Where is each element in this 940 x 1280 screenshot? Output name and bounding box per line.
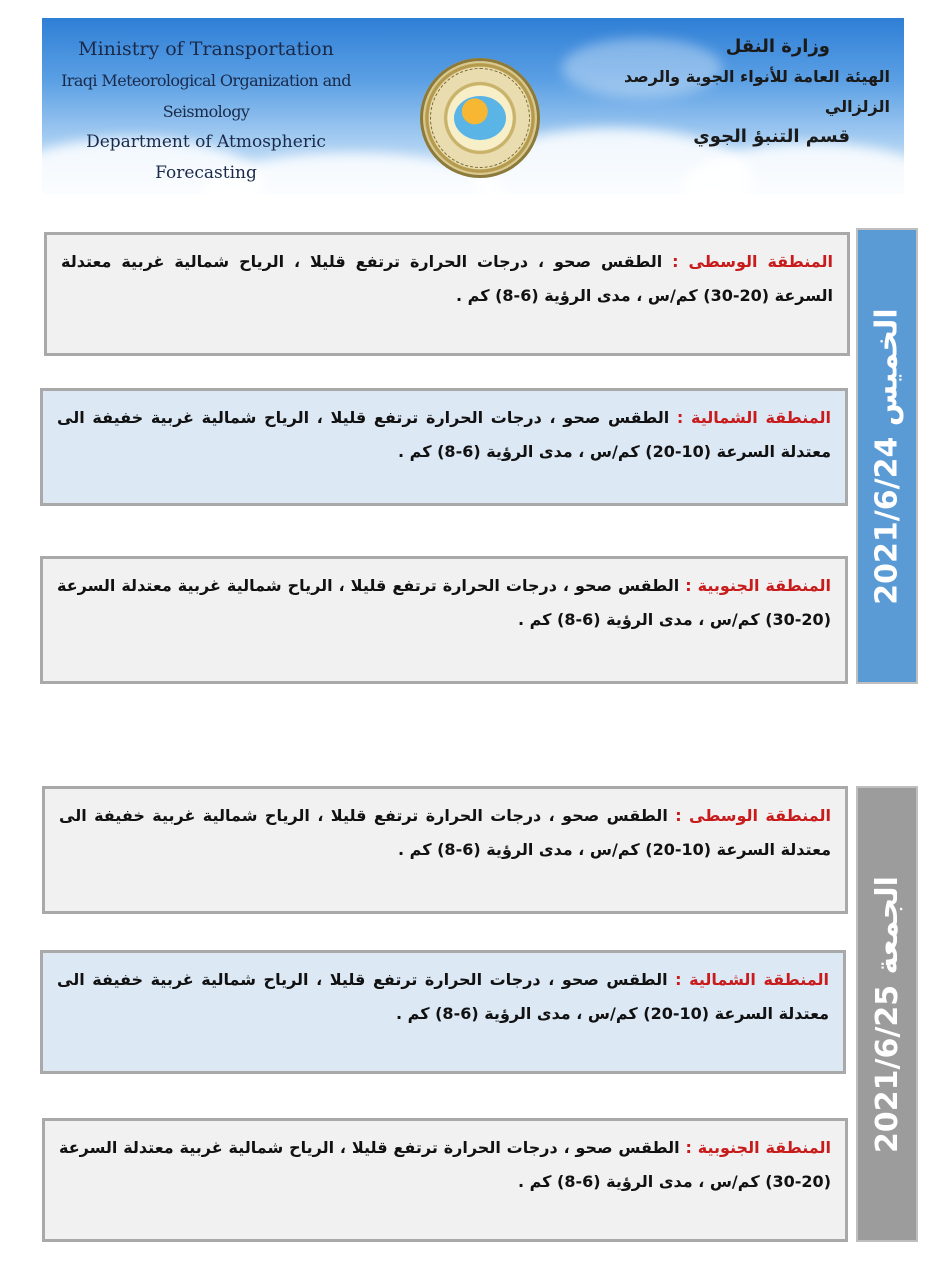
department-name-en: Department of Atmospheric Forecasting <box>86 132 326 183</box>
forecast-box-day1-north <box>40 388 848 506</box>
forecast-text: الطقس صحو ، درجات الحرارة ترتفع قليلا ، الرياح شمالية غربية خفيفة الى معتدلة السرعة (10-20) كم/س ، مدى الرؤية (6-8) كم . <box>57 408 831 461</box>
department-name-ar: قسم التنبؤ الجوي <box>693 126 850 147</box>
region-name: المنطقة الجنوبية : <box>679 576 831 595</box>
sun-cloud-icon <box>454 96 506 140</box>
organization-name-ar: الهيئة العامة للأنواء الجوية والرصد الزلزالي <box>624 67 890 116</box>
region-name: المنطقة الجنوبية : <box>679 1138 831 1157</box>
date-label: الخميس 2021/6/24 <box>869 307 905 605</box>
forecast-text: الطقس صحو ، درجات الحرارة ترتفع قليلا ، الرياح شمالية غربية معتدلة السرعة (20-30) كم/س ، مدى الرؤية (6-8) كم . <box>57 576 831 629</box>
header-banner <box>42 18 904 194</box>
organization-name-en: Iraqi Meteorological Organization and Seismology <box>61 71 351 121</box>
date-bar-day1 <box>856 228 918 684</box>
forecast-box-day2-central <box>42 786 848 914</box>
region-name: المنطقة الوسطى : <box>667 806 831 825</box>
forecast-text: الطقس صحو ، درجات الحرارة ترتفع قليلا ، الرياح شمالية غربية معتدلة السرعة (20-30) كم/س ، مدى الرؤية (6-8) كم . <box>59 1138 831 1191</box>
header-english <box>56 34 356 189</box>
meteorological-seal-icon <box>420 58 540 178</box>
date-bar-day2 <box>856 786 918 1242</box>
forecast-box-day2-north <box>40 950 846 1074</box>
forecast-box-day1-central <box>44 232 850 356</box>
forecast-box-day1-south <box>40 556 848 684</box>
forecast-text: الطقس صحو ، درجات الحرارة ترتفع قليلا ، الرياح شمالية غربية خفيفة الى معتدلة السرعة (10-20) كم/س ، مدى الرؤية (6-8) كم . <box>59 806 831 859</box>
ministry-name-en: Ministry of Transportation <box>78 38 334 60</box>
forecast-text: الطقس صحو ، درجات الحرارة ترتفع قليلا ، الرياح شمالية غربية معتدلة السرعة (20-30) كم/س ، مدى الرؤية (6-8) كم . <box>61 252 833 305</box>
date-label: الجمعة 2021/6/25 <box>869 875 905 1153</box>
forecast-text: الطقس صحو ، درجات الحرارة ترتفع قليلا ، الرياح شمالية غربية خفيفة الى معتدلة السرعة (10-20) كم/س ، مدى الرؤية (6-8) كم . <box>57 970 829 1023</box>
region-name: المنطقة الشمالية : <box>667 970 829 989</box>
region-name: المنطقة الوسطى : <box>662 252 833 271</box>
ministry-name-ar: وزارة النقل <box>725 36 830 57</box>
forecast-box-day2-south <box>42 1118 848 1242</box>
region-name: المنطقة الشمالية : <box>669 408 832 427</box>
header-arabic <box>560 32 890 152</box>
